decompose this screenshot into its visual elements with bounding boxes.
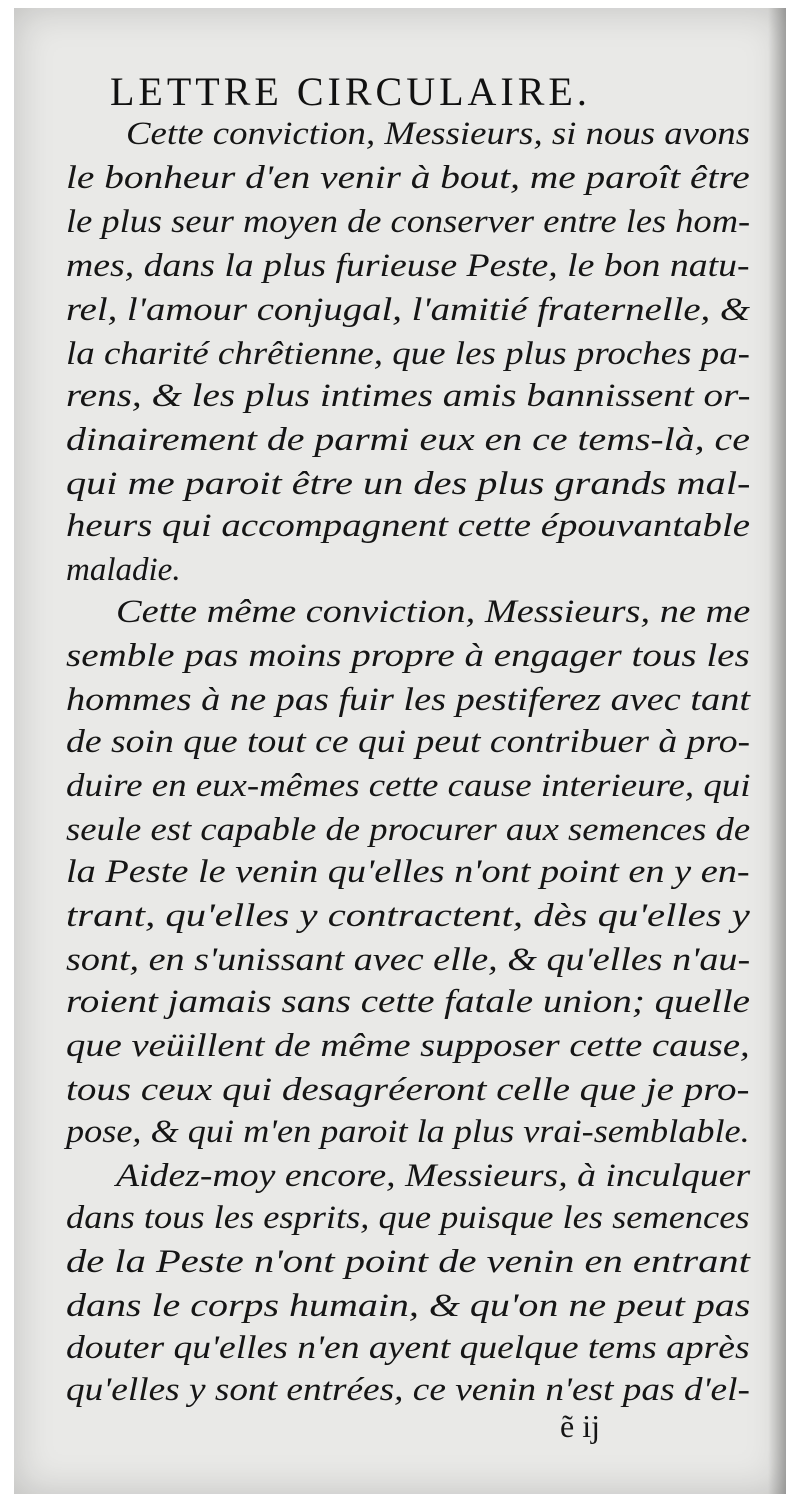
text-line: dans tous les esprits, que puisque les semences: [66, 1200, 750, 1236]
text-line: seule est capable de procurer aux semences de: [66, 812, 751, 848]
text-line: hommes à ne pas fuir les pestiferez avec tant: [66, 682, 751, 718]
text-line: duire en eux-mêmes cette cause interieure, qui: [66, 768, 751, 804]
text-line: dans le corps humain, & qu'on ne peut pas: [66, 1288, 751, 1324]
text-line: de la Peste n'ont point de venin en entrant: [66, 1244, 750, 1280]
text-line: la Peste le venin qu'elles n'ont point en y en-: [66, 854, 750, 890]
text-line: roient jamais sans cette fatale union; quelle: [66, 984, 751, 1020]
text-line: la charité chrêtienne, que les plus proches pa-: [66, 336, 750, 372]
text-line: pose, & qui m'en paroit la plus vrai-semblable.: [66, 1114, 750, 1150]
text-line: Cette même conviction, Messieurs, ne me: [116, 594, 751, 630]
text-line: rens, & les plus intimes amis bannissent or-: [66, 378, 751, 414]
text-line: qui me paroit être un des plus grands mal-: [66, 466, 751, 502]
text-line: maladie.: [66, 552, 181, 588]
text-line: tous ceux qui desagréeront celle que je pro-: [66, 1072, 750, 1108]
text-line: mes, dans la plus furieuse Peste, le bon natu-: [66, 248, 750, 284]
text-line: heurs qui accompagnent cette épouvantable: [66, 508, 750, 544]
text-line: rel, l'amour conjugal, l'amitié fraternelle, &: [66, 292, 750, 328]
text-line: Aidez-moy encore, Messieurs, à inculquer: [116, 1158, 751, 1194]
text-line: que veüillent de même supposer cette cause,: [66, 1028, 750, 1064]
book-page: [14, 8, 786, 1494]
page-title: LETTRE CIRCULAIRE.: [110, 69, 591, 114]
text-line: qu'elles y sont entrées, ce venin n'est pas d'el-: [66, 1372, 750, 1408]
signature-mark: ẽ ij: [560, 1408, 600, 1444]
text-line: dinairement de parmi eux en ce tems-là, ce: [66, 422, 750, 458]
text-line: sont, en s'unissant avec elle, & qu'elles n'au-: [66, 942, 751, 978]
text-line: semble pas moins propre à engager tous les: [66, 638, 750, 674]
text-line: Cette conviction, Messieurs, si nous avons: [126, 116, 751, 152]
text-line: trant, qu'elles y contractent, dès qu'elles y: [66, 898, 750, 934]
text-line: le plus seur moyen de conserver entre les hom-: [66, 204, 751, 240]
text-line: de soin que tout ce qui peut contribuer à pro-: [66, 724, 751, 760]
text-line: douter qu'elles n'en ayent quelque tems après: [66, 1330, 750, 1366]
text-line: le bonheur d'en venir à bout, me paroît être: [66, 160, 750, 196]
